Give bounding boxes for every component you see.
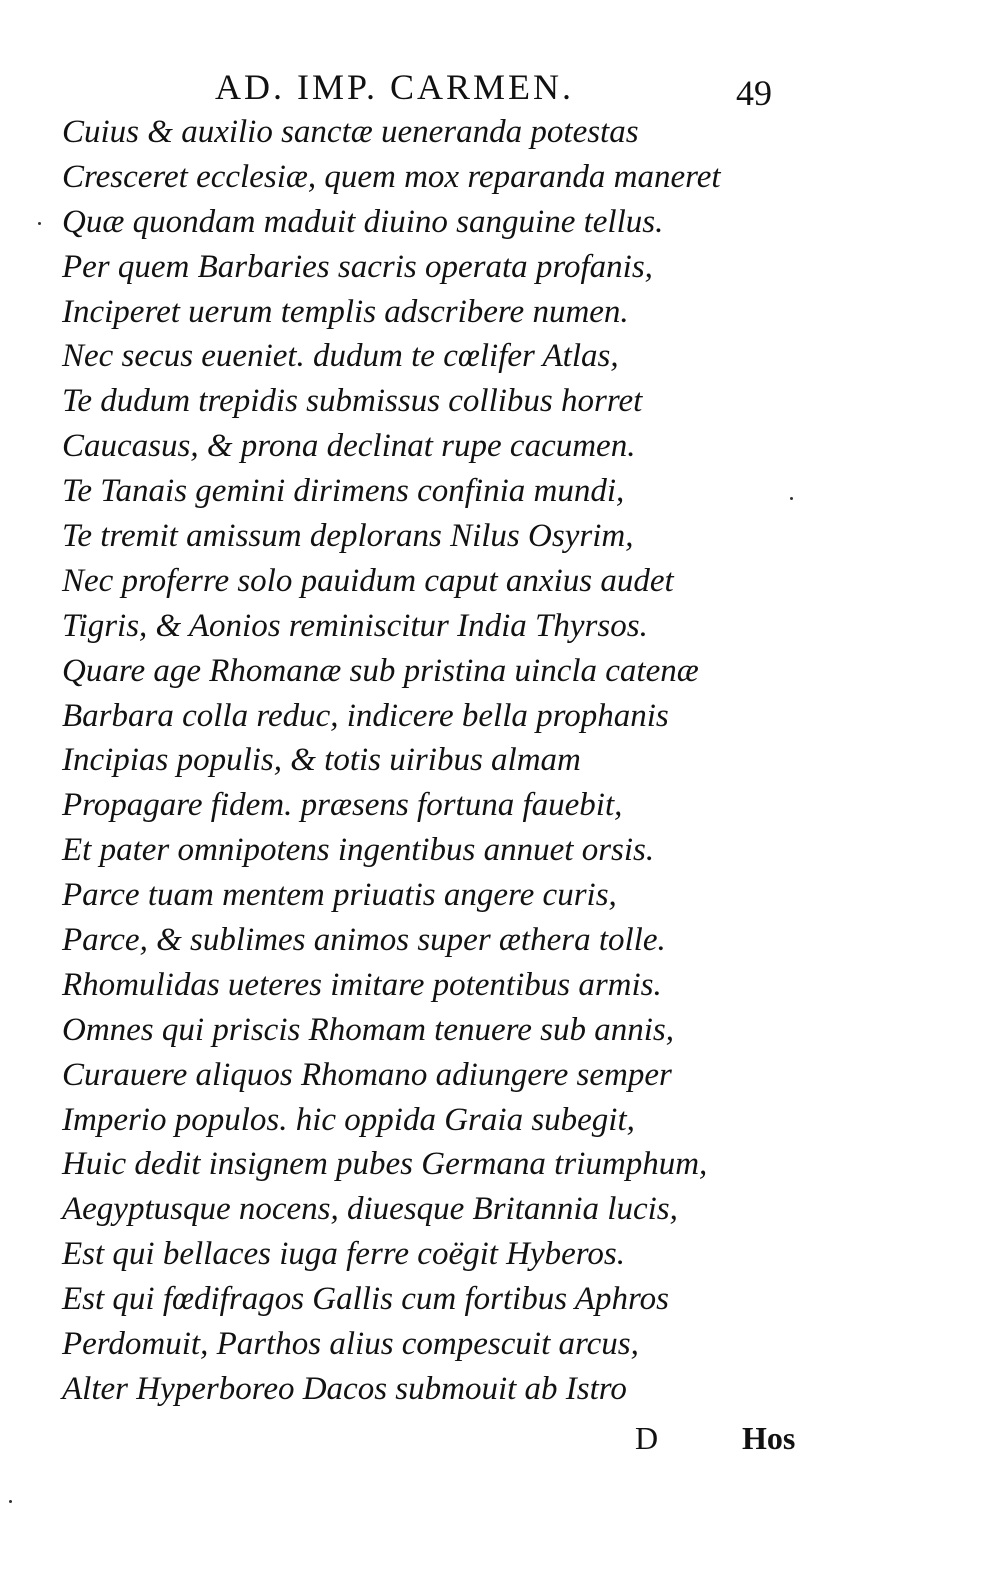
- verse-line: Tigris, & Aonios reminiscitur India Thyrsos.: [62, 607, 648, 644]
- verse-line: Est qui fœdifragos Gallis cum fortibus Aphros: [62, 1281, 669, 1318]
- verse-line: Parce, & sublimes animos super æthera tolle.: [62, 922, 666, 959]
- paper-speck: [38, 222, 41, 225]
- verse-line: Te tremit amissum deplorans Nilus Osyrim,: [62, 518, 634, 555]
- verse-line: Omnes qui priscis Rhomam tenuere sub annis,: [62, 1011, 674, 1048]
- verse-line: Nec proferre solo pauidum caput anxius audet: [62, 562, 674, 599]
- verse-line: Per quem Barbaries sacris operata profanis,: [62, 248, 653, 285]
- verse-line: Curauere aliquos Rhomano adiungere semper: [62, 1056, 672, 1093]
- verse-block: [62, 110, 822, 1412]
- signature-mark: D: [635, 1420, 659, 1456]
- verse-line: Perdomuit, Parthos alius compescuit arcus,: [62, 1326, 639, 1363]
- verse-line: Parce tuam mentem priuatis angere curis,: [62, 877, 617, 914]
- verse-line: Te Tanais gemini dirimens confinia mundi,: [62, 473, 625, 510]
- verse-line: Rhomulidas ueteres imitare potentibus armis.: [62, 966, 662, 1003]
- verse-line: Incipias populis, & totis uiribus almam: [62, 742, 581, 779]
- verse-line: Et pater omnipotens ingentibus annuet orsis.: [62, 832, 655, 869]
- verse-line: Te dudum trepidis submissus collibus horret: [62, 383, 643, 420]
- verse-line: Cresceret ecclesiæ, quem mox reparanda maneret: [62, 158, 721, 195]
- verse-line: Huic dedit insignem pubes Germana triumphum,: [62, 1146, 708, 1183]
- running-title: AD. IMP. CARMEN.: [215, 67, 575, 107]
- verse-line: Inciperet uerum templis adscribere numen.: [62, 293, 629, 330]
- verse-line: Imperio populos. hic oppida Graia subegit,: [62, 1101, 635, 1138]
- verse-line: Cuius & auxilio sanctæ ueneranda potestas: [62, 114, 639, 150]
- verse-line: Quæ quondam maduit diuino sanguine tellus.: [62, 203, 664, 240]
- page-number: 49: [736, 73, 772, 113]
- verse-line: Quare age Rhomanæ sub pristina uincla catenæ: [62, 652, 699, 689]
- verse-line: Alter Hyperboreo Dacos submouit ab Istro: [62, 1370, 627, 1407]
- verse-line: Barbara colla reduc, indicere bella prophanis: [62, 697, 669, 734]
- verse-line: Caucasus, & prona declinat rupe cacumen.: [62, 428, 636, 465]
- paper-speck: [790, 497, 793, 500]
- verse-line: Aegyptusque nocens, diuesque Britannia lucis,: [62, 1191, 678, 1228]
- paper-speck: [9, 1500, 12, 1503]
- catchword: Hos: [742, 1420, 796, 1456]
- verse-line: Est qui bellaces iuga ferre coëgit Hyberos.: [62, 1236, 626, 1273]
- verse-line: Nec secus eueniet. dudum te cœlifer Atlas,: [62, 338, 619, 375]
- verse-line: Propagare fidem. præsens fortuna fauebit,: [62, 787, 623, 824]
